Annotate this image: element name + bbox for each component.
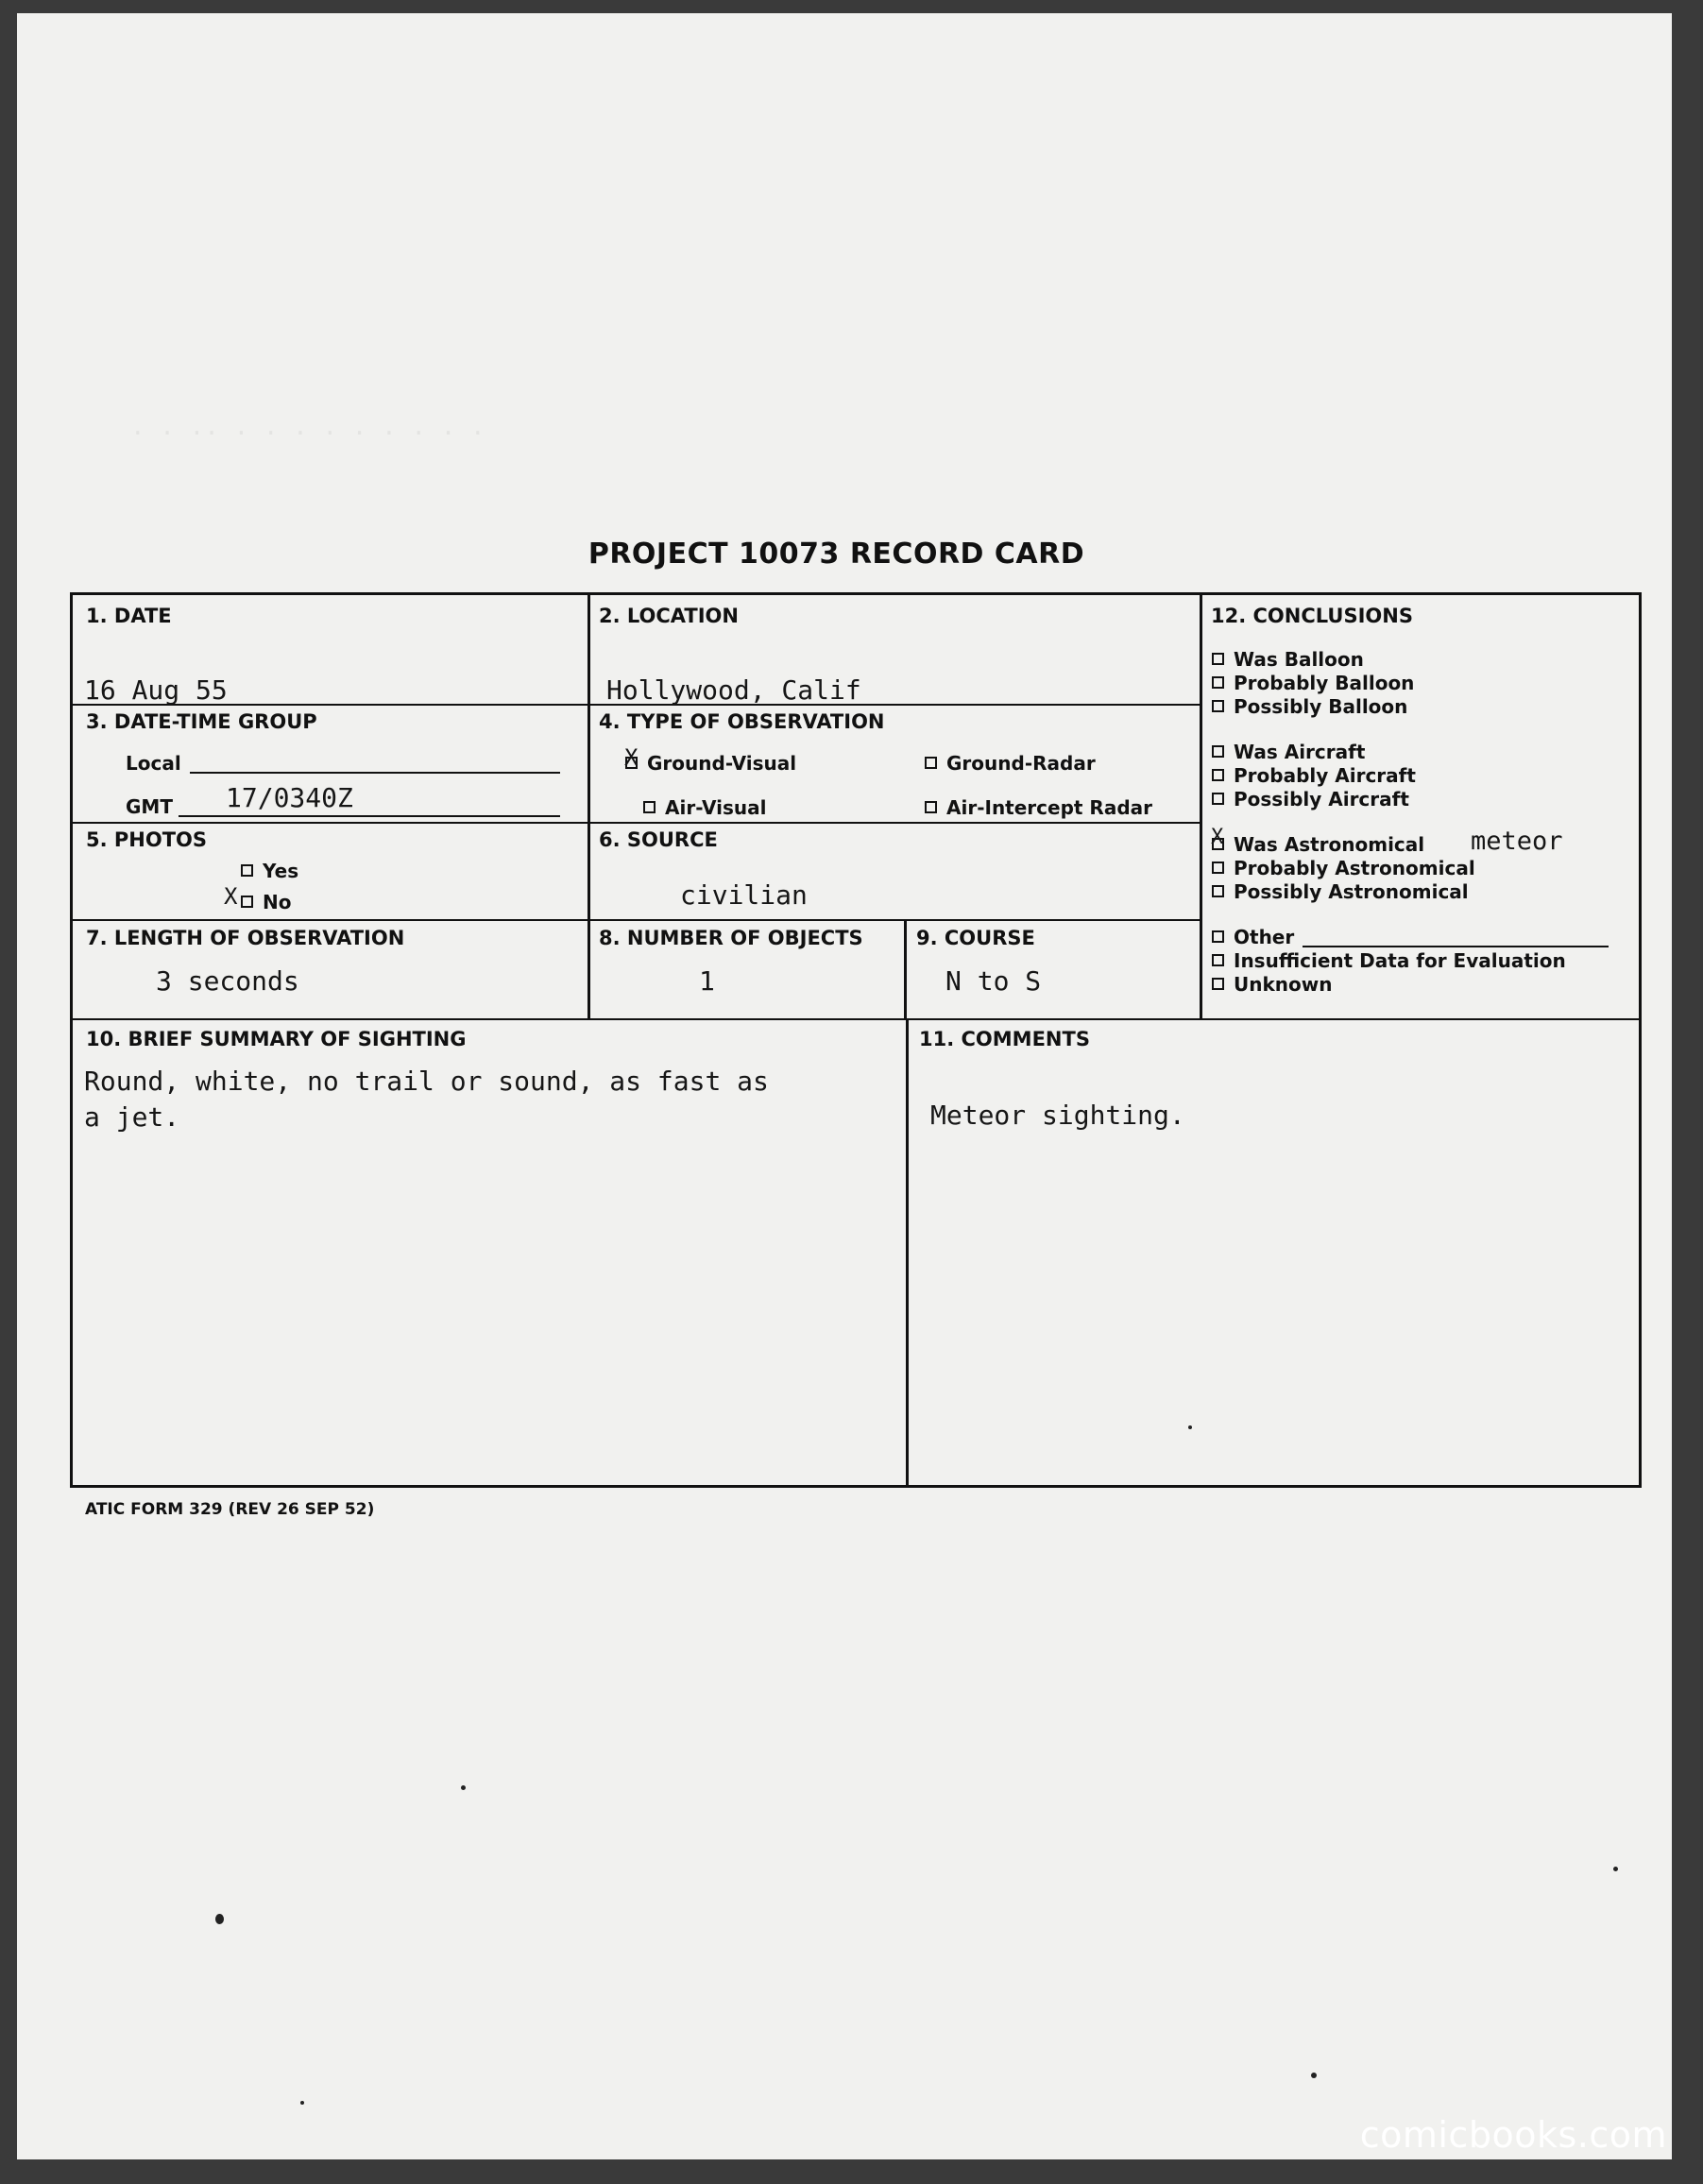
checkbox-air-visual[interactable] <box>643 801 656 813</box>
summary-line-1: Round, white, no trail or sound, as fast as <box>84 1066 769 1097</box>
speck <box>300 2101 304 2105</box>
checkbox-probably-astronomical[interactable] <box>1212 862 1224 874</box>
type-of-observation-label: 4. TYPE OF OBSERVATION <box>599 710 885 733</box>
source-value: civilian <box>680 879 808 911</box>
option-air-intercept-radar[interactable]: Air-Intercept Radar <box>925 796 1152 819</box>
gmt-value: 17/0340Z <box>226 782 353 813</box>
option-ground-visual[interactable]: Ground-Visual <box>625 752 796 775</box>
astronomical-note: meteor <box>1471 827 1563 856</box>
checkbox-unknown[interactable] <box>1212 978 1224 990</box>
local-time-line <box>190 772 560 774</box>
length-of-observation-label: 7. LENGTH OF OBSERVATION <box>86 927 405 949</box>
divider <box>906 1018 909 1488</box>
divider <box>1200 595 1202 1018</box>
conclusion-insufficient-data[interactable]: Insufficient Data for Evaluation <box>1212 949 1566 972</box>
date-time-group-label: 3. DATE-TIME GROUP <box>86 710 317 733</box>
divider <box>73 919 1200 921</box>
conclusion-other[interactable]: Other <box>1212 926 1294 948</box>
divider <box>73 822 1200 824</box>
option-photos-yes[interactable]: Yes <box>241 860 298 882</box>
summary-line-2: a jet. <box>84 1101 180 1133</box>
checkbox-air-intercept-radar[interactable] <box>925 801 937 813</box>
summary-label: 10. BRIEF SUMMARY OF SIGHTING <box>86 1028 467 1050</box>
speck <box>1188 1425 1192 1429</box>
other-line <box>1303 946 1609 947</box>
checkbox-possibly-balloon[interactable] <box>1212 700 1224 712</box>
checkbox-was-balloon[interactable] <box>1212 653 1224 665</box>
comments-value: Meteor sighting. <box>930 1100 1185 1131</box>
photos-label: 5. PHOTOS <box>86 828 208 851</box>
checkbox-insufficient-data[interactable] <box>1212 954 1224 966</box>
course-value: N to S <box>945 965 1042 997</box>
conclusion-probably-aircraft[interactable]: Probably Aircraft <box>1212 764 1416 787</box>
conclusion-probably-astronomical[interactable]: Probably Astronomical <box>1212 857 1475 879</box>
typed-x-mark: X <box>224 883 238 910</box>
typed-x-mark: X <box>624 744 639 771</box>
speck <box>215 1914 224 1924</box>
conclusion-was-balloon[interactable]: Was Balloon <box>1212 648 1364 671</box>
form-footer: ATIC FORM 329 (REV 26 SEP 52) <box>85 1500 375 1519</box>
option-air-visual[interactable]: Air-Visual <box>643 796 767 819</box>
checkbox-possibly-aircraft[interactable] <box>1212 793 1224 805</box>
number-of-objects-label: 8. NUMBER OF OBJECTS <box>599 927 863 949</box>
watermark: comicbooks.com <box>1359 2114 1667 2156</box>
document-page <box>17 13 1672 2159</box>
conclusion-possibly-astronomical[interactable]: Possibly Astronomical <box>1212 880 1469 903</box>
local-time-label: Local <box>126 752 181 775</box>
location-value: Hollywood, Calif <box>606 674 861 706</box>
checkbox-photos-no[interactable] <box>241 896 253 908</box>
length-of-observation-value: 3 seconds <box>156 965 299 997</box>
checkbox-probably-aircraft[interactable] <box>1212 769 1224 781</box>
bleed-through-text: · · ·· · · · · · · · · · <box>130 419 485 448</box>
checkbox-other[interactable] <box>1212 930 1224 943</box>
location-label: 2. LOCATION <box>599 605 739 627</box>
date-label: 1. DATE <box>86 605 172 627</box>
conclusion-was-aircraft[interactable]: Was Aircraft <box>1212 741 1365 763</box>
page-title: PROJECT 10073 RECORD CARD <box>588 537 1085 571</box>
checkbox-possibly-astronomical[interactable] <box>1212 885 1224 897</box>
gmt-line <box>179 815 560 817</box>
course-label: 9. COURSE <box>916 927 1035 949</box>
typed-x-mark: X <box>1211 826 1224 849</box>
conclusion-possibly-balloon[interactable]: Possibly Balloon <box>1212 695 1407 718</box>
source-label: 6. SOURCE <box>599 828 718 851</box>
divider <box>904 919 907 1018</box>
conclusion-was-astronomical[interactable]: Was Astronomical <box>1212 833 1424 856</box>
option-photos-no[interactable]: No <box>241 891 291 913</box>
checkbox-probably-balloon[interactable] <box>1212 676 1224 689</box>
divider <box>73 1018 1641 1020</box>
date-value: 16 Aug 55 <box>84 674 228 706</box>
speck <box>1613 1867 1618 1871</box>
speck <box>461 1785 466 1790</box>
conclusion-unknown[interactable]: Unknown <box>1212 973 1332 996</box>
checkbox-ground-radar[interactable] <box>925 757 937 769</box>
conclusion-probably-balloon[interactable]: Probably Balloon <box>1212 672 1414 694</box>
option-ground-radar[interactable]: Ground-Radar <box>925 752 1096 775</box>
checkbox-photos-yes[interactable] <box>241 864 253 877</box>
checkbox-was-aircraft[interactable] <box>1212 745 1224 758</box>
number-of-objects-value: 1 <box>699 965 715 997</box>
gmt-label: GMT <box>126 795 173 818</box>
divider <box>588 595 590 1018</box>
conclusion-possibly-aircraft[interactable]: Possibly Aircraft <box>1212 788 1409 810</box>
speck <box>1311 2073 1317 2078</box>
record-card <box>70 592 1642 1488</box>
conclusions-label: 12. CONCLUSIONS <box>1211 605 1413 627</box>
comments-label: 11. COMMENTS <box>919 1028 1090 1050</box>
